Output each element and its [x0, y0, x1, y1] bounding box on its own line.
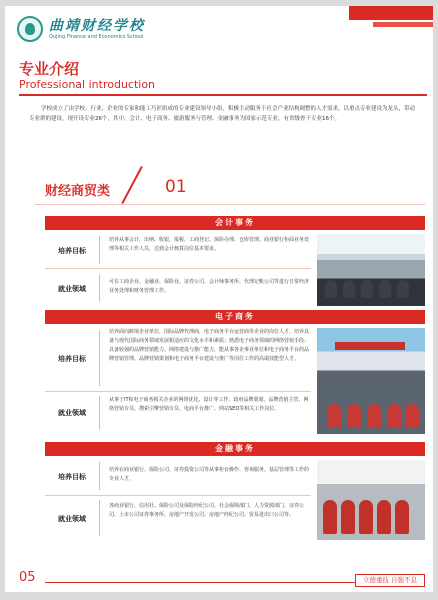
section-slash-divider	[121, 166, 142, 204]
logo-chinese-name: 曲靖财经学校	[49, 17, 145, 34]
student-figure	[367, 404, 381, 428]
student-figure	[343, 280, 355, 298]
employment-text: 各商业银行、信用社、保险公司及保险经纪公司、社会保障部门、人力资源部门、证券公司、上市公司证券事务所、房地产开发公司、房地产经纪公司、贸易进出口公司等。	[109, 503, 305, 518]
train-goal-row	[45, 458, 311, 494]
page-title-en: Professional introduction	[19, 78, 156, 91]
student-figure	[341, 500, 355, 534]
employment-text: 可在工商企业、金融业、保险业、证券公司、会计师事务所、代理记帐公司等进行日常经济业务处理和财务管理工作。	[109, 279, 310, 294]
student-figure	[359, 500, 373, 534]
major-title-bar: 会计事务	[45, 216, 425, 230]
student-figure	[397, 280, 409, 298]
student-figure	[323, 500, 337, 534]
ecommerce-lab-photo	[317, 328, 425, 434]
student-figure	[405, 404, 419, 428]
lab-banner	[335, 342, 405, 350]
header-decoration	[349, 6, 433, 20]
label-divider	[99, 396, 100, 430]
label-divider	[99, 236, 100, 264]
student-figure	[361, 280, 373, 298]
train-goal-label: 培养目标	[58, 473, 86, 481]
intro-paragraph: 学校成立了由学校、行业、企业的专家和能工巧匠组成的专业建设领导小组，积极主动服务于社会产业结构调整的人才需求，以重点专业建设为龙头，带动专业群的建设，现开设专业26个，其中，会计、电子商务、旅游服务与管理、金融事务为国家示范专业，有省级骨干专业16个。	[29, 106, 416, 122]
page-title	[19, 60, 155, 92]
page-number: 05	[19, 570, 36, 585]
footer-line	[45, 582, 355, 583]
brochure-page	[5, 6, 433, 592]
row-divider	[45, 268, 311, 269]
page-title-cn: 专业介绍	[19, 60, 80, 78]
school-emblem-icon	[17, 16, 43, 42]
student-figure	[327, 404, 341, 428]
row-separator	[45, 268, 311, 269]
major-title-bar: 电子商务	[45, 310, 425, 324]
employment-row	[45, 496, 311, 540]
label-divider	[99, 462, 100, 490]
school-motto: 立德重技 自强不息	[355, 574, 425, 587]
train-goal-text: 培养面向跨境企业单位，国际品牌代理商，电子商务平台运营商等企业的岗位人才，培养具备与现代国际商务领域发展相适应的文化水平和素质；熟悉电子商务领域的网络营销手段；具备较强的品牌营销能力、网络建设与推广能力，能从事各企事业单位和电子商务平台的品牌营销管理、品牌营销策划和电子商务平台建设与推广等岗位工作的高端技能型人才。	[109, 329, 310, 362]
employment-label: 就业领域	[58, 515, 86, 523]
train-goal-row	[45, 232, 311, 268]
student-figure	[395, 500, 409, 534]
train-goal-row	[45, 326, 311, 390]
header-decoration-accent	[373, 22, 433, 27]
section-underline	[35, 204, 425, 205]
train-goal-label: 培养目标	[58, 247, 86, 255]
accounting-classroom-photo	[317, 234, 425, 306]
finance-students-photo	[317, 460, 425, 540]
train-goal-label: 培养目标	[58, 355, 86, 363]
train-goal-text: 培养在商业银行、保险公司、证券投资公司等从事柜台操作、咨询服务、基层管理等工作的专业人才。	[109, 467, 310, 482]
section-number: 01	[165, 177, 187, 197]
major-title-bar: 金融事务	[45, 442, 425, 456]
label-divider	[99, 330, 100, 386]
employment-label: 就业领域	[58, 409, 86, 417]
student-figure	[377, 500, 391, 534]
employment-label: 就业领域	[58, 285, 86, 293]
employment-text: 从事于IT和电子商务相关企业的网络优化、设计等工作。政府品牌策划、品牌营销主管、网络营销专员、搜索引擎营销专员、电商平台推广、网站SEO等相关工作岗位。	[109, 397, 309, 412]
section-title: 财经商贸类	[45, 184, 111, 199]
train-goal-text: 培养从事会计、出纳、收银、报税、工商登记、保险办理、仓库管理、商业银行柜面业务处理等相关工作人员，达到会计核算岗位基本要求。	[109, 237, 310, 252]
school-logo	[17, 16, 145, 42]
logo-text	[49, 18, 145, 41]
student-figure	[379, 280, 391, 298]
label-divider	[99, 274, 100, 302]
page-footer	[5, 558, 433, 592]
employment-row	[45, 392, 311, 434]
student-figure	[325, 280, 337, 298]
label-divider	[99, 500, 100, 536]
student-figure	[387, 404, 401, 428]
employment-row	[45, 270, 311, 306]
section-heading	[5, 166, 433, 206]
student-figure	[347, 404, 361, 428]
title-divider	[19, 94, 427, 96]
logo-english-name: Qujing Finance and Economics School	[49, 33, 144, 40]
page-header	[5, 6, 433, 50]
